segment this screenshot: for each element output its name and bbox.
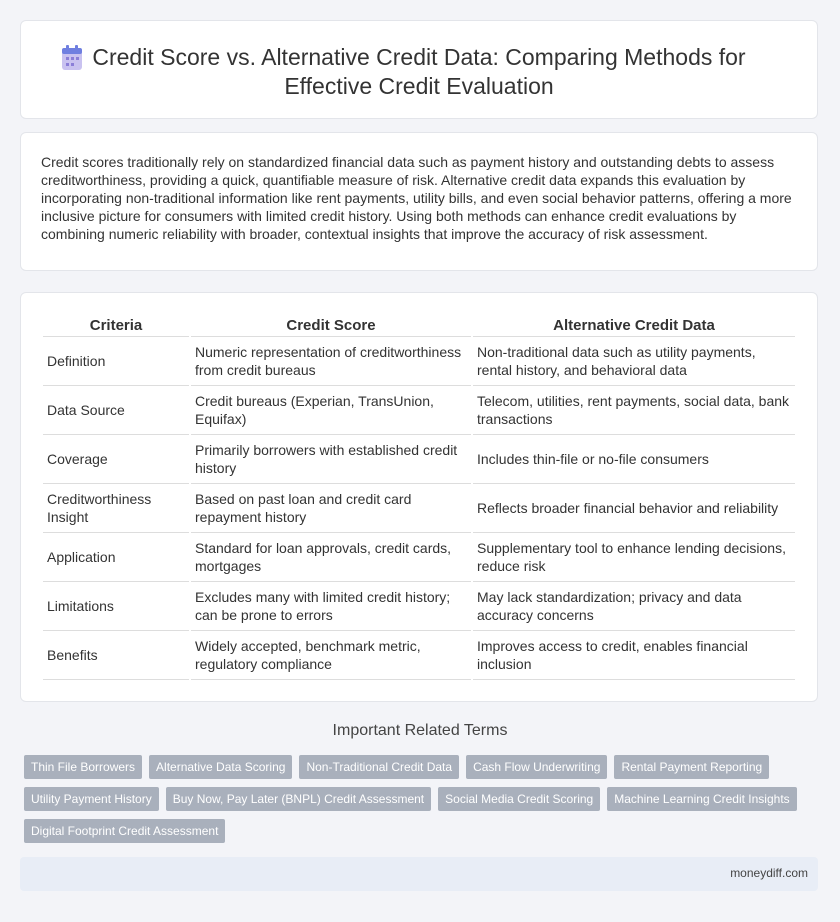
comparison-table-card bbox=[20, 292, 818, 702]
related-term-tag[interactable]: Machine Learning Credit Insights bbox=[607, 787, 796, 811]
criteria-cell: Limitations bbox=[43, 582, 189, 631]
page-title-line2: Effective Credit Evaluation bbox=[284, 73, 554, 99]
page-title-line1: Credit Score vs. Alternative Credit Data: Comparing Methods for bbox=[92, 44, 746, 70]
alternative-data-cell: Reflects broader financial behavior and reliability bbox=[473, 484, 795, 533]
related-terms-tags bbox=[24, 755, 814, 851]
criteria-cell: Data Source bbox=[43, 386, 189, 435]
footer bbox=[20, 857, 818, 891]
criteria-cell: Coverage bbox=[43, 435, 189, 484]
table-row bbox=[43, 435, 795, 484]
page-title bbox=[21, 43, 817, 101]
criteria-cell: Application bbox=[43, 533, 189, 582]
criteria-cell: Definition bbox=[43, 337, 189, 386]
related-term-tag[interactable]: Buy Now, Pay Later (BNPL) Credit Assessment bbox=[166, 787, 431, 811]
table-row bbox=[43, 386, 795, 435]
credit-score-cell: Widely accepted, benchmark metric, regulatory compliance bbox=[191, 631, 471, 680]
alternative-data-cell: Telecom, utilities, rent payments, social data, bank transactions bbox=[473, 386, 795, 435]
related-term-tag[interactable]: Thin File Borrowers bbox=[24, 755, 142, 779]
credit-score-cell: Numeric representation of creditworthiness from credit bureaus bbox=[191, 337, 471, 386]
alternative-data-cell: Improves access to credit, enables financial inclusion bbox=[473, 631, 795, 680]
credit-score-cell: Standard for loan approvals, credit cards, mortgages bbox=[191, 533, 471, 582]
table-row bbox=[43, 533, 795, 582]
table-row bbox=[43, 582, 795, 631]
credit-score-cell: Credit bureaus (Experian, TransUnion, Equifax) bbox=[191, 386, 471, 435]
related-term-tag[interactable]: Non-Traditional Credit Data bbox=[299, 755, 459, 779]
alternative-data-cell: May lack standardization; privacy and data accuracy concerns bbox=[473, 582, 795, 631]
header-alternative-data: Alternative Credit Data bbox=[473, 316, 795, 337]
table-header-row bbox=[43, 316, 795, 337]
related-term-tag[interactable]: Utility Payment History bbox=[24, 787, 159, 811]
related-term-tag[interactable]: Cash Flow Underwriting bbox=[466, 755, 607, 779]
credit-score-cell: Primarily borrowers with established credit history bbox=[191, 435, 471, 484]
header-criteria: Criteria bbox=[43, 316, 189, 337]
related-term-tag[interactable]: Alternative Data Scoring bbox=[149, 755, 292, 779]
related-term-tag[interactable]: Social Media Credit Scoring bbox=[438, 787, 600, 811]
header-card bbox=[20, 20, 818, 119]
header-credit-score: Credit Score bbox=[191, 316, 471, 337]
table-row bbox=[43, 337, 795, 386]
table-row bbox=[43, 484, 795, 533]
footer-site-link[interactable]: moneydiff.com bbox=[730, 866, 808, 880]
credit-score-cell: Excludes many with limited credit history; can be prone to errors bbox=[191, 582, 471, 631]
criteria-cell: Creditworthiness Insight bbox=[43, 484, 189, 533]
alternative-data-cell: Supplementary tool to enhance lending decisions, reduce risk bbox=[473, 533, 795, 582]
intro-text: Credit scores traditionally rely on standardized financial data such as payment history and outstanding debts to assess creditworthiness, providing a quick, quantifiable measure of risk. Alternative credit data expands this evaluation by incorporating non-traditional information like rent payments, utility bills, and even social behavior patterns, offering a more inclusive picture for consumers with limited credit history. Using both methods can enhance credit evaluations by combining numeric reliability with broader, contextual insights that improve the accuracy of risk assessment. bbox=[41, 154, 792, 242]
criteria-cell: Benefits bbox=[43, 631, 189, 680]
table-row bbox=[43, 631, 795, 680]
alternative-data-cell: Non-traditional data such as utility payments, rental history, and behavioral data bbox=[473, 337, 795, 386]
alternative-data-cell: Includes thin-file or no-file consumers bbox=[473, 435, 795, 484]
related-term-tag[interactable]: Digital Footprint Credit Assessment bbox=[24, 819, 225, 843]
credit-score-cell: Based on past loan and credit card repayment history bbox=[191, 484, 471, 533]
related-term-tag[interactable]: Rental Payment Reporting bbox=[614, 755, 769, 779]
comparison-table bbox=[41, 316, 797, 680]
intro-card bbox=[20, 132, 818, 271]
related-terms-title: Important Related Terms bbox=[332, 722, 508, 739]
